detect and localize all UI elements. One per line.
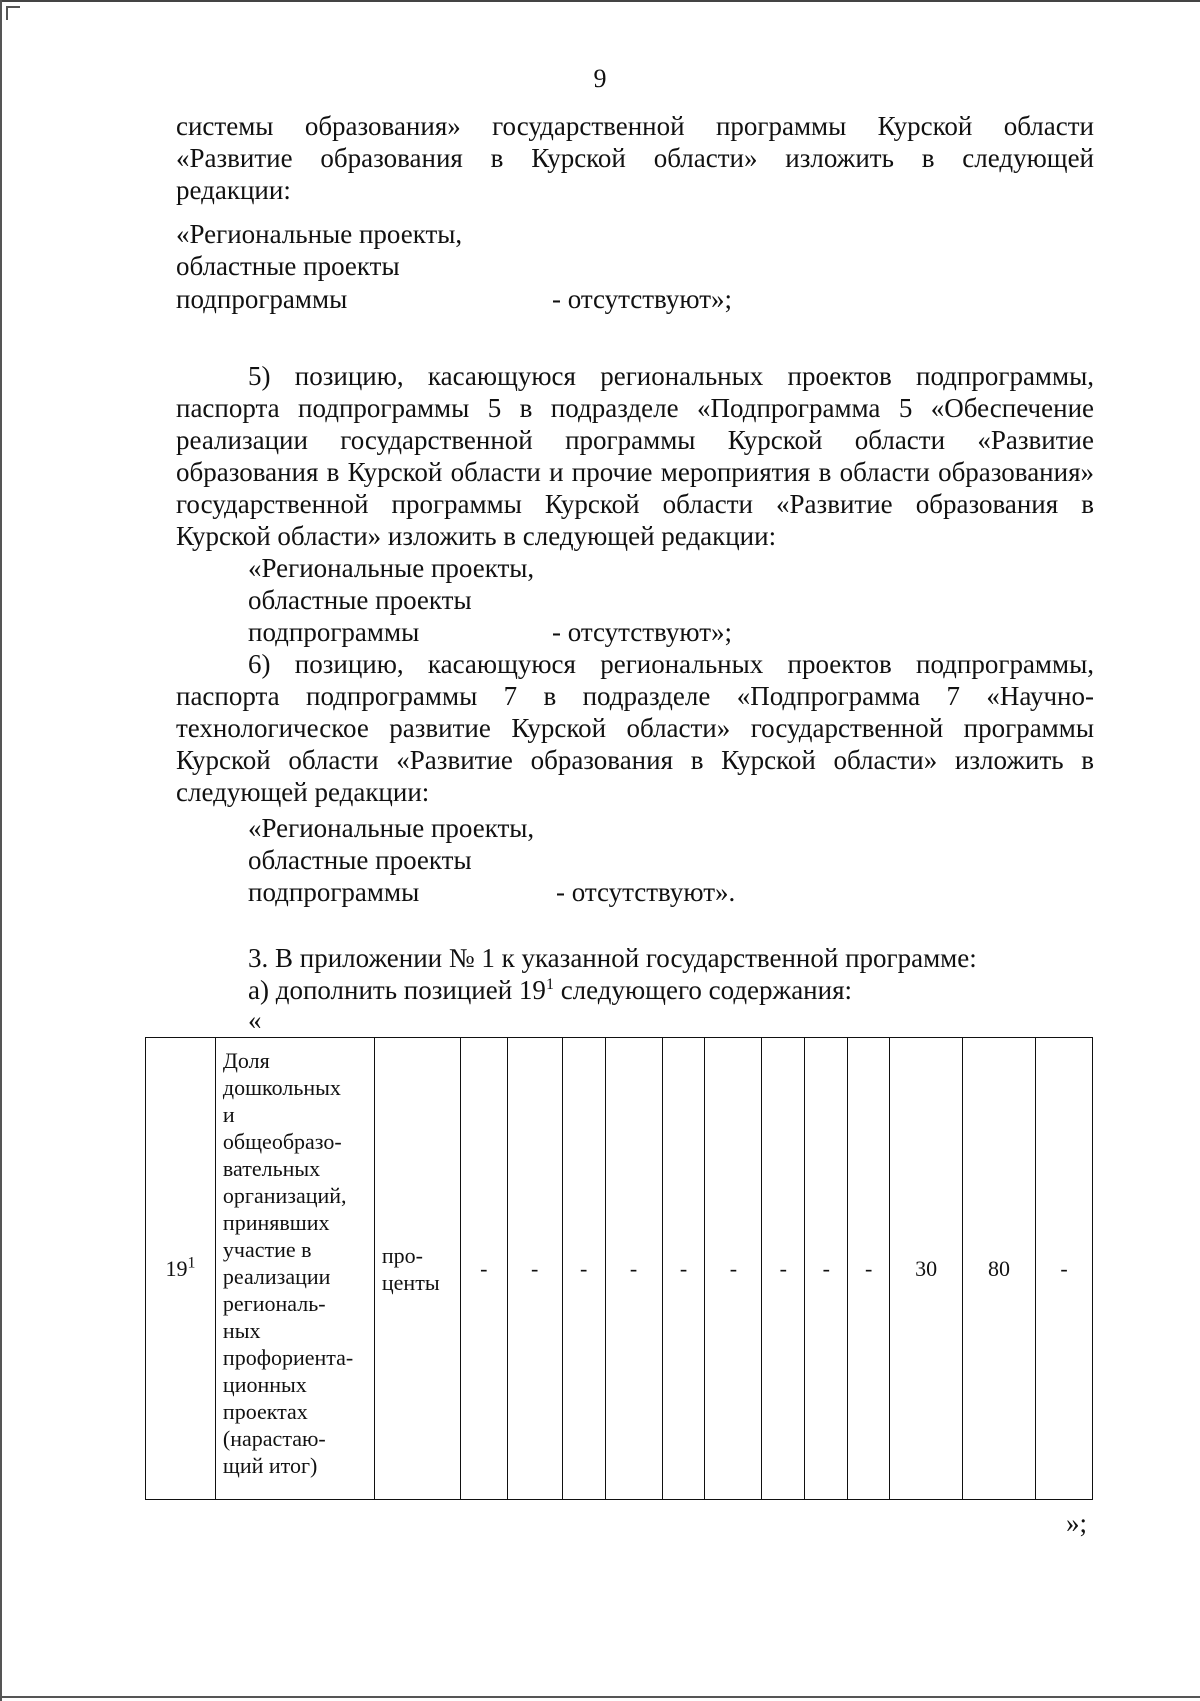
description-line: организаций, bbox=[222, 1183, 347, 1208]
block3-line-3: подпрограммы bbox=[248, 877, 420, 907]
section3-item-a-after: следующего содержания: bbox=[553, 975, 852, 1005]
page-bottom-edge bbox=[0, 1696, 1200, 1698]
description-line: принявших bbox=[222, 1210, 330, 1235]
block3-line-1: «Региональные проекты, bbox=[248, 813, 535, 843]
description-line: ных bbox=[222, 1318, 261, 1343]
close-quote: »; bbox=[1066, 1508, 1088, 1538]
description-line: ционных bbox=[222, 1372, 307, 1397]
block3-value: - отсутствуют». bbox=[556, 877, 736, 907]
section3-item-a bbox=[248, 974, 852, 1006]
description-line: вательных bbox=[222, 1156, 321, 1181]
value-cell: - bbox=[1035, 1038, 1092, 1500]
block2-line-3: подпрограммы bbox=[248, 617, 420, 647]
value-cell: - bbox=[805, 1038, 848, 1500]
description-line: и bbox=[222, 1102, 235, 1127]
block3-line-2: областные проекты bbox=[248, 845, 472, 875]
page-left-edge bbox=[0, 0, 5, 1701]
value-cell: - bbox=[562, 1038, 605, 1500]
block1-line-2: областные проекты bbox=[176, 251, 400, 281]
description-line: проектах bbox=[222, 1399, 308, 1424]
section3-item-a-before: а) дополнить позицией 19 bbox=[248, 975, 546, 1005]
block2-line-2: областные проекты bbox=[248, 585, 472, 615]
description-line: реализации bbox=[222, 1264, 331, 1289]
page-top-edge bbox=[0, 0, 1200, 8]
unit-line-2: центы bbox=[381, 1269, 440, 1295]
description-line: щий итог) bbox=[222, 1453, 318, 1478]
description-line: профориента- bbox=[222, 1345, 354, 1370]
description-cell bbox=[215, 1038, 374, 1500]
value-cell: - bbox=[605, 1038, 662, 1500]
intro-line-1: системы образования» государственной программы Курской области bbox=[176, 111, 1094, 141]
value-cell: - bbox=[762, 1038, 805, 1500]
description-line: участие в bbox=[222, 1237, 312, 1262]
table-row bbox=[146, 1038, 1093, 1500]
intro-line-2: «Развитие образования в Курской области» изложить в следующей bbox=[176, 143, 1094, 173]
intro-paragraph bbox=[176, 110, 1094, 206]
item5-paragraph: 5) позицию, касающуюся региональных проектов подпрограммы, паспорта подпрограммы 5 в подразделе «Подпрограмма 5 «Обеспечение реализации государственной программы Курской области «Развитие образования в Курской области и прочие мероприятия в области образования» государственной программы Курской области «Развитие образования в Курской области» изложить в следующей редакции: bbox=[176, 361, 1094, 551]
value-cell: 80 bbox=[963, 1038, 1036, 1500]
unit-line-1: про- bbox=[381, 1242, 423, 1268]
value-cell: - bbox=[662, 1038, 705, 1500]
value-cell: - bbox=[460, 1038, 507, 1500]
unit-cell bbox=[374, 1038, 460, 1500]
section3-heading: 3. В приложении № 1 к указанной государственной программе: bbox=[248, 943, 977, 973]
value-cell: - bbox=[848, 1038, 890, 1500]
intro-line-3: редакции: bbox=[176, 175, 291, 205]
row-number-cell bbox=[146, 1038, 216, 1500]
value-cell: 30 bbox=[890, 1038, 963, 1500]
value-cell: - bbox=[705, 1038, 762, 1500]
page-number: 9 bbox=[593, 64, 607, 93]
description-line: Доля bbox=[222, 1048, 270, 1073]
description-line: общеобразо- bbox=[222, 1129, 342, 1154]
value-cell: - bbox=[507, 1038, 562, 1500]
description-line: (нарастаю- bbox=[222, 1426, 326, 1451]
block2-line-1: «Региональные проекты, bbox=[248, 553, 535, 583]
page-corner-mark bbox=[6, 6, 20, 20]
block2-value: - отсутствуют»; bbox=[552, 617, 732, 647]
section3-item-a-sup: 1 bbox=[545, 976, 554, 993]
description-line: региональ- bbox=[222, 1291, 326, 1316]
indicator-table bbox=[145, 1037, 1093, 1500]
description-lines bbox=[223, 1047, 368, 1479]
item6-paragraph: 6) позицию, касающуюся региональных проектов подпрограммы, паспорта подпрограммы 7 в подразделе «Подпрограмма 7 «Научно-технологическое развитие Курской области» государственной программы Курской области «Развитие образования в Курской области» изложить в следующей редакции: bbox=[176, 649, 1094, 807]
open-quote: « bbox=[248, 1005, 262, 1035]
row-number-sup: 1 bbox=[187, 1254, 196, 1272]
block1-value: - отсутствуют»; bbox=[552, 284, 732, 314]
block1-line-1: «Региональные проекты, bbox=[176, 219, 463, 249]
description-line: дошкольных bbox=[222, 1075, 341, 1100]
block1-line-3: подпрограммы bbox=[176, 284, 348, 314]
row-number: 19 bbox=[165, 1256, 188, 1281]
